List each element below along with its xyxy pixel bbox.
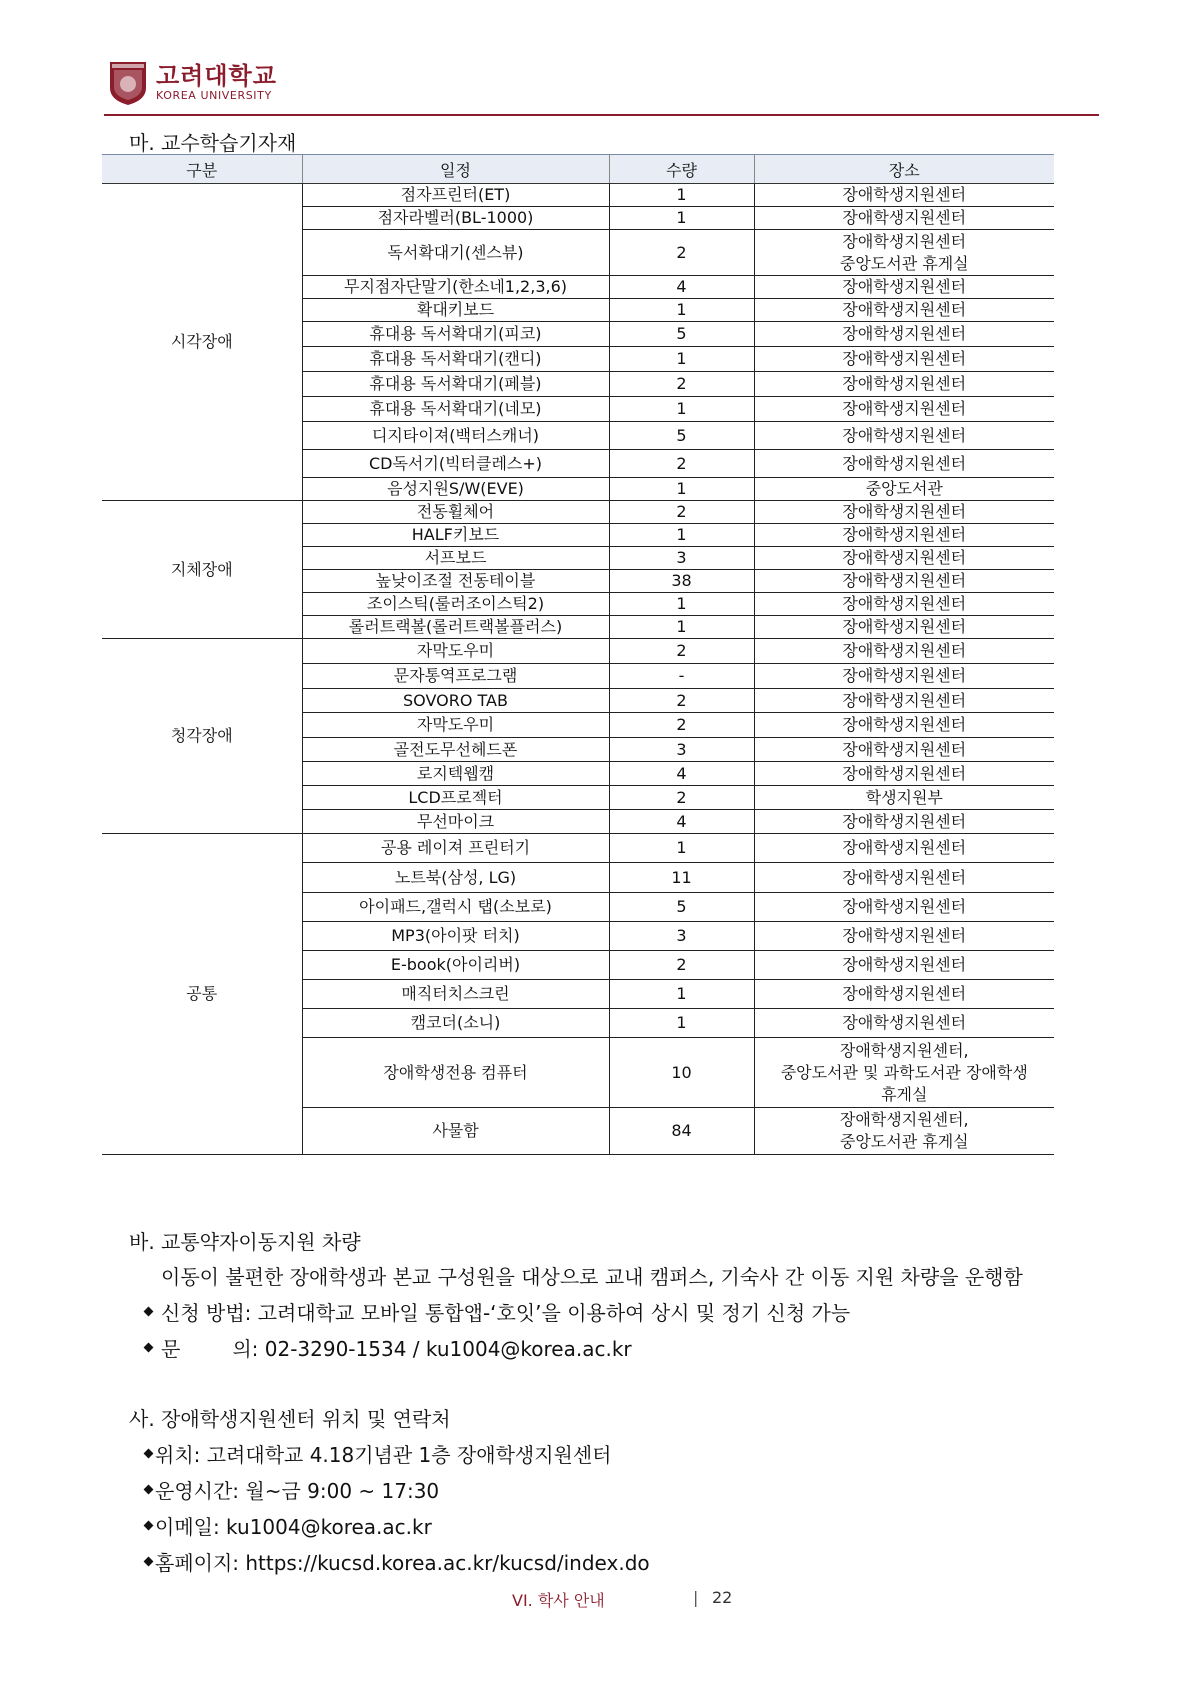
item-cell: SOVORO TAB [302,689,609,713]
item-cell: 캠코더(소니) [302,1009,609,1038]
place-cell [754,713,1054,738]
qty-cell: 5 [609,893,754,922]
item-cell: 무선마이크 [302,810,609,834]
place-line: 장애학생지원센터 [842,594,967,613]
item-cell: 점자프린터(ET) [302,184,609,207]
place-line: 학생지원부 [865,787,943,807]
qty-cell: 2 [609,450,754,478]
place-cell [754,422,1054,450]
place-line: 장애학생지원센터 [842,374,967,393]
place-line: 장애학생지원센터 [842,1013,967,1032]
qty-cell: 1 [609,834,754,863]
equipment-table [102,154,1054,1155]
qty-cell: 2 [609,786,754,810]
item-cell: 사물함 [302,1108,609,1155]
table-body [102,184,1054,1155]
place-cell [754,738,1054,762]
page-number: 22 [712,1588,733,1607]
place-line: 장애학생지원센터 [842,324,967,343]
section-title-center: 사. 장애학생지원센터 위치 및 연락처 [129,1407,451,1431]
place-line: 장애학생지원센터 [842,897,967,916]
place-line: 중앙도서관 및 과학도서관 장애학생 [780,1062,1028,1082]
diamond-bullet-icon [144,1485,154,1495]
place-line: 장애학생지원센터, [839,1040,969,1060]
center-info-item [145,1439,612,1468]
place-cell [754,207,1054,230]
place-cell [754,478,1054,501]
qty-cell: 1 [609,1009,754,1038]
place-cell [754,299,1054,322]
qty-cell: 2 [609,713,754,738]
place-cell [754,639,1054,664]
item-cell: 점자라벨러(BL-1000) [302,207,609,230]
item-cell: 독서확대기(센스뷰) [302,230,609,276]
diamond-bullet-icon [144,1343,154,1353]
place-line: 장애학생지원센터 [842,955,967,974]
qty-cell: 1 [609,524,754,547]
qty-cell: 4 [609,762,754,786]
table-row [102,501,1054,524]
place-cell [754,893,1054,922]
place-cell [754,276,1054,299]
contact-label: 문 [161,1337,181,1361]
place-cell [754,570,1054,593]
item-cell: 자막도우미 [302,713,609,738]
location-text: 위치: 고려대학교 4.18기념관 1층 장애학생지원센터 [155,1443,612,1467]
table-row [102,834,1054,863]
col-header-place: 장소 [754,155,1054,184]
transport-contact-item [145,1333,632,1362]
item-cell: 노트북(삼성, LG) [302,863,609,893]
place-cell [754,322,1054,347]
place-line: 장애학생지원센터 [842,231,967,251]
transport-apply-item [145,1297,850,1326]
section-title-equipment: 마. 교수학습기자재 [129,131,297,155]
footer-chapter: VI. 학사 안내 [512,1591,605,1610]
qty-cell: 1 [609,347,754,372]
place-cell [754,372,1054,397]
place-cell [754,810,1054,834]
qty-cell: 1 [609,593,754,616]
item-cell: 디지타이져(백터스캐너) [302,422,609,450]
place-cell [754,397,1054,422]
qty-cell: 1 [609,207,754,230]
category-cell: 지체장애 [102,501,302,639]
item-cell: 로지텍웹캠 [302,762,609,786]
item-cell: 자막도우미 [302,639,609,664]
place-cell [754,834,1054,863]
place-line: 장애학생지원센터 [842,277,967,296]
place-line: 장애학생지원센터 [842,838,967,857]
email-text: 이메일: ku1004@korea.ac.kr [155,1515,432,1539]
center-info-item [145,1547,650,1576]
place-line: 장애학생지원센터 [842,425,967,445]
qty-cell: 10 [609,1038,754,1108]
item-cell: 서프보드 [302,547,609,570]
place-line: 장애학생지원센터, [839,1110,969,1129]
item-cell: 높낮이조절 전동테이블 [302,570,609,593]
qty-cell: 5 [609,422,754,450]
apply-text: 신청 방법: 고려대학교 모바일 통합앱-‘호잇’을 이용하여 상시 및 정기 신청 가능 [161,1301,851,1325]
contact-value: 의: 02-3290-1534 / ku1004@korea.ac.kr [232,1337,632,1361]
qty-cell: 1 [609,299,754,322]
center-info-item [145,1475,439,1504]
place-line: 중앙도서관 [865,479,943,498]
place-line: 장애학생지원센터 [842,739,967,759]
place-line: 장애학생지원센터 [842,617,967,636]
place-line: 장애학생지원센터 [842,300,967,319]
col-header-category: 구분 [102,155,302,184]
place-cell [754,951,1054,980]
qty-cell: 1 [609,980,754,1009]
place-line: 장애학생지원센터 [842,763,967,783]
item-cell: 장애학생전용 컴퓨터 [302,1038,609,1108]
item-cell: 골전도무선헤드폰 [302,738,609,762]
place-cell [754,689,1054,713]
qty-cell: 4 [609,276,754,299]
item-cell: 전동휠체어 [302,501,609,524]
category-cell: 시각장애 [102,184,302,501]
place-line: 장애학생지원센터 [842,349,967,368]
place-cell [754,863,1054,893]
place-line: 중앙도서관 휴게실 [839,1132,969,1151]
item-cell: 무지점자단말기(한소네1,2,3,6) [302,276,609,299]
qty-cell: 1 [609,397,754,422]
homepage-text: 홈페이지: https://kucsd.korea.ac.kr/kucsd/index.do [155,1551,650,1575]
place-cell [754,762,1054,786]
place-cell [754,1108,1054,1155]
diamond-bullet-icon [144,1449,154,1459]
diamond-bullet-icon [144,1521,154,1531]
place-line: 장애학생지원센터 [842,984,967,1003]
place-cell [754,786,1054,810]
center-info-item [145,1511,432,1540]
place-cell [754,616,1054,639]
qty-cell: 38 [609,570,754,593]
item-cell: MP3(아이팟 터치) [302,922,609,951]
logo-korean: 고려대학교 [156,62,277,90]
qty-cell: 4 [609,810,754,834]
item-cell: 공용 레이져 프린터기 [302,834,609,863]
header-divider [104,114,1099,116]
place-cell [754,922,1054,951]
place-line: 장애학생지원센터 [842,185,967,204]
place-cell [754,450,1054,478]
item-cell: 매직터치스크린 [302,980,609,1009]
diamond-bullet-icon [144,1557,154,1567]
qty-cell: 2 [609,230,754,276]
university-logo [156,63,277,103]
item-cell: 휴대용 독서확대기(페블) [302,372,609,397]
place-line: 장애학생지원센터 [842,690,967,710]
item-cell: 조이스틱(룰러조이스틱2) [302,593,609,616]
qty-cell: 5 [609,322,754,347]
table-header-row [102,155,1054,184]
item-cell: 휴대용 독서확대기(캔디) [302,347,609,372]
qty-cell: 2 [609,501,754,524]
place-line: 장애학생지원센터 [842,867,967,887]
place-line: 장애학생지원센터 [842,666,967,685]
place-line: 장애학생지원센터 [842,208,967,227]
place-cell [754,1009,1054,1038]
place-line: 장애학생지원센터 [842,453,967,473]
place-line: 장애학생지원센터 [842,926,967,945]
qty-cell: 11 [609,863,754,893]
item-cell: E-book(아이리버) [302,951,609,980]
footer-separator: | [693,1588,699,1607]
item-cell: 확대키보드 [302,299,609,322]
item-cell: 휴대용 독서확대기(네모) [302,397,609,422]
qty-cell: 1 [609,616,754,639]
place-cell [754,184,1054,207]
place-cell [754,980,1054,1009]
place-line: 장애학생지원센터 [842,715,967,734]
qty-cell: 84 [609,1108,754,1155]
col-header-item: 일정 [302,155,609,184]
qty-cell: 2 [609,639,754,664]
diamond-bullet-icon [144,1307,154,1317]
transport-description: 이동이 불편한 장애학생과 본교 구성원을 대상으로 교내 캠퍼스, 기숙사 간 이동 지원 차량을 운행함 [161,1265,1023,1289]
category-cell: 공통 [102,834,302,1155]
qty-cell: 2 [609,372,754,397]
place-cell [754,1038,1054,1108]
place-line: 장애학생지원센터 [842,525,967,544]
place-cell [754,593,1054,616]
university-seal-icon [108,60,148,106]
table-row [102,184,1054,207]
place-line: 중앙도서관 휴게실 [839,253,969,273]
place-cell [754,501,1054,524]
qty-cell: 2 [609,951,754,980]
place-line: 장애학생지원센터 [842,502,967,521]
item-cell: HALF키보드 [302,524,609,547]
item-cell: LCD프로젝터 [302,786,609,810]
item-cell: 문자통역프로그램 [302,664,609,689]
item-cell: CD독서기(빅터클레스+) [302,450,609,478]
place-line: 장애학생지원센터 [842,641,967,660]
qty-cell: 1 [609,184,754,207]
place-cell [754,664,1054,689]
col-header-qty: 수량 [609,155,754,184]
qty-cell: - [609,664,754,689]
qty-cell: 3 [609,738,754,762]
qty-cell: 2 [609,689,754,713]
section-title-transport: 바. 교통약자이동지원 차량 [129,1230,361,1254]
place-line: 장애학생지원센터 [842,811,967,831]
item-cell: 음성지원S/W(EVE) [302,478,609,501]
qty-cell: 3 [609,547,754,570]
item-cell: 롤러트랙볼(롤러트랙볼플러스) [302,616,609,639]
hours-text: 운영시간: 월~금 9:00 ~ 17:30 [155,1479,440,1503]
place-cell [754,230,1054,276]
category-cell: 청각장애 [102,639,302,834]
place-cell [754,547,1054,570]
place-line: 장애학생지원센터 [842,548,967,567]
table-row [102,639,1054,664]
place-line: 장애학생지원센터 [842,399,967,418]
place-cell [754,347,1054,372]
item-cell: 휴대용 독서확대기(피코) [302,322,609,347]
logo-english: KOREA UNIVERSITY [156,89,272,102]
place-cell [754,524,1054,547]
item-cell: 아이패드,갤럭시 탭(소보로) [302,893,609,922]
place-line: 휴게실 [881,1084,928,1104]
page-header [108,58,277,108]
qty-cell: 1 [609,478,754,501]
qty-cell: 3 [609,922,754,951]
place-line: 장애학생지원센터 [842,571,967,590]
